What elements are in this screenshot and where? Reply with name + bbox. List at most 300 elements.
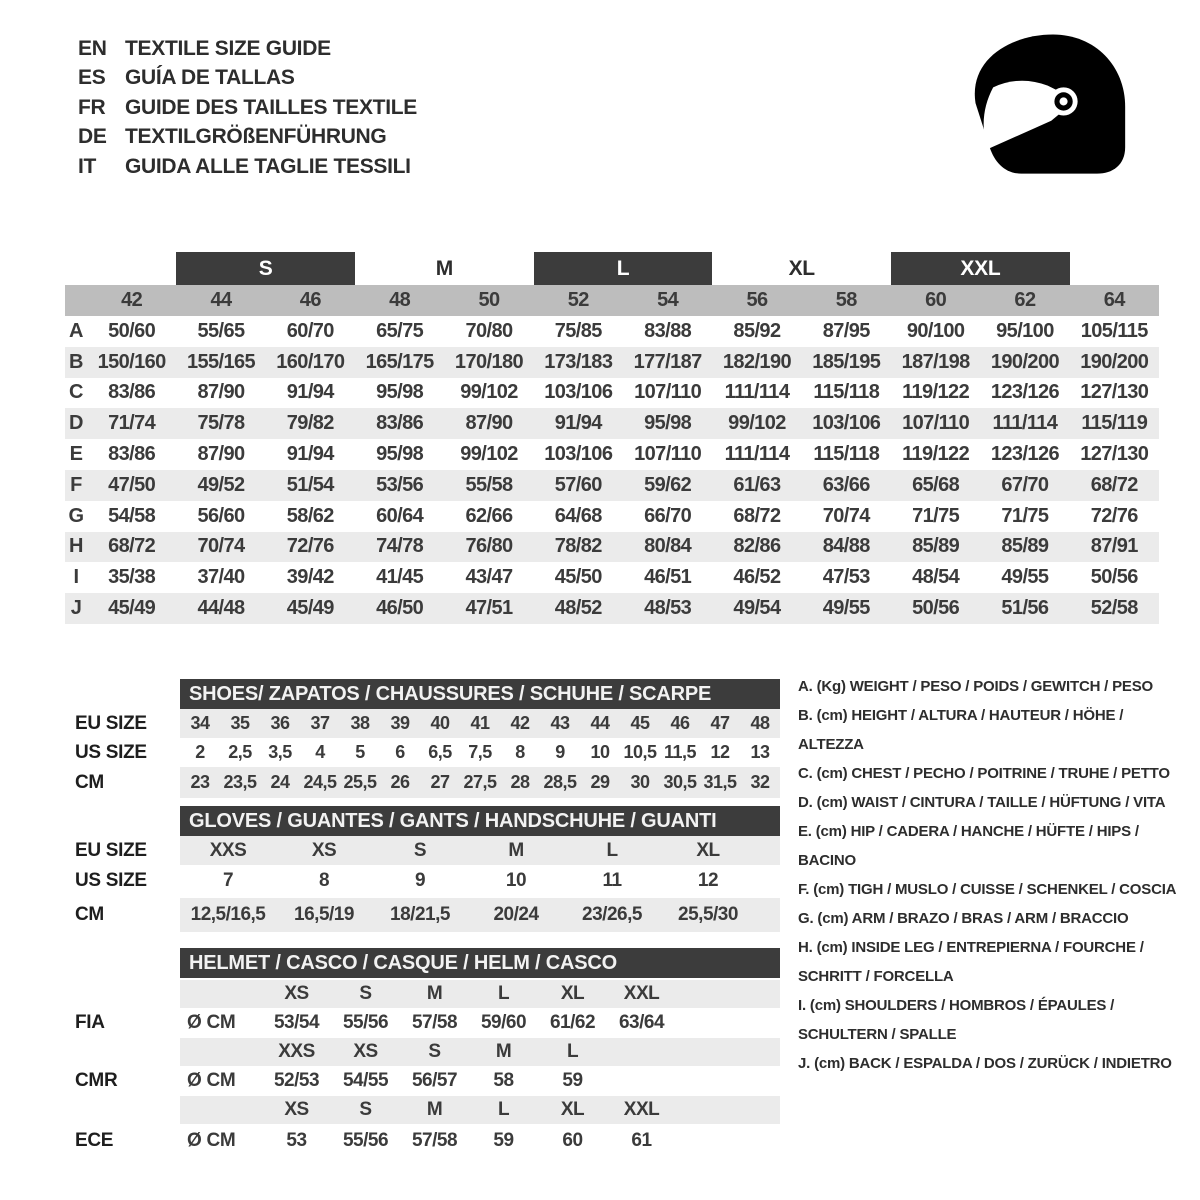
gloves-us-value: 12 [697,869,719,891]
gloves-eu-value: S [413,839,427,861]
size-value-cell: 79/82 [286,412,334,435]
helmet-ece-value: 57/58 [411,1130,458,1151]
size-column-header: 64 [1103,289,1125,311]
size-group-xl: XL [788,256,815,280]
shoes-cm-value: 28 [510,772,530,792]
shoes-eu-row [180,709,780,738]
shoes-eu-value: 34 [190,713,210,733]
size-value-cell: 123/126 [990,443,1059,466]
gloves-us-value: 11 [602,869,622,891]
helmet-fia-value-row [180,1008,780,1038]
size-value-cell: 83/88 [644,319,692,342]
size-value-cell: 76/80 [465,535,513,558]
helmet-cmr-value: 54/55 [342,1070,389,1091]
spacer [65,252,176,285]
helmet-size-header: XS [284,1099,309,1120]
helmet-size-header: S [359,983,372,1004]
lang-row-en [78,34,417,64]
size-value-cell: 90/100 [906,319,965,342]
size-value-cell: 82/86 [733,535,781,558]
size-value-cell: 60/70 [286,319,334,342]
size-value-cell: 85/92 [733,319,781,342]
shoes-us-value: 12 [710,742,730,762]
size-row-E [65,439,1159,470]
lang-row-es [78,64,417,94]
shoes-eu-value: 46 [670,713,690,733]
lang-title: TEXTILGRÖßENFÜHRUNG [125,125,387,149]
size-value-cell: 107/110 [634,443,702,466]
size-value-cell: 87/90 [465,412,513,435]
helmet-cmr-value: 58 [493,1070,514,1091]
size-value-cell: 182/190 [722,350,792,373]
size-value-cell: 85/89 [1001,535,1049,558]
size-value-cell: 87/90 [197,443,245,466]
gloves-section-header: GLOVES / GUANTES / GANTS / HANDSCHUHE / GUANTI [180,806,780,836]
size-value-cell: 160/170 [276,350,345,373]
gloves-us-value: 8 [318,869,330,891]
row-letter-label: G [68,504,84,527]
size-value-cell: 57/60 [554,473,602,496]
legend-item: I. (cm) SHOULDERS / HOMBROS / ÉPAULES / SCHULTERN / SPALLE [798,997,1115,1043]
helmet-fia-value: 57/58 [411,1012,458,1033]
helmet-ece-size-row [180,1096,780,1124]
size-value-cell: 46/51 [644,566,692,589]
size-value-cell: 87/90 [197,381,245,404]
legend-item: H. (cm) INSIDE LEG / ENTREPIERNA / FOURCHE / SCHRITT / FORCELLA [798,939,1144,985]
shoes-cm-value: 26 [390,772,410,792]
size-value-cell: 70/74 [197,535,245,558]
row-letter-label: J [70,597,82,620]
gloves-us-value: 9 [414,869,426,891]
size-value-cell: 49/55 [822,597,870,620]
helmet-cmr-size-row [180,1038,780,1066]
size-value-cell: 103/106 [544,381,613,404]
lang-title: GUIDA ALLE TAGLIE TESSILI [125,154,411,178]
size-value-cell: 59/62 [644,473,692,496]
size-value-cell: 49/55 [1001,566,1049,589]
size-value-cell: 45/49 [286,597,334,620]
shoes-cm-value: 32 [750,772,770,792]
size-value-cell: 37/40 [197,566,245,589]
size-value-cell: 119/122 [902,443,970,466]
shoes-cm-row [180,767,780,798]
size-value-cell: 49/54 [733,597,781,620]
shoes-cm-value: 25,5 [343,772,377,792]
size-value-cell: 155/165 [186,350,256,373]
size-value-cell: 115/119 [1081,412,1148,435]
size-value-cell: 68/72 [1090,473,1138,496]
size-value-cell: 45/49 [108,597,156,620]
shoes-us-value: 7,5 [468,742,492,762]
size-value-cell: 54/58 [108,504,156,527]
legend-item: A. (Kg) WEIGHT / PESO / POIDS / GEWITCH / PESO [798,678,1153,695]
size-value-cell: 91/94 [554,412,602,435]
lang-title: GUIDE DES TAILLES TEXTILE [125,95,417,119]
size-column-header: 44 [210,289,232,311]
helmet-size-header: S [428,1041,441,1062]
textile-size-table [65,252,1159,624]
gloves-cm-value: 20/24 [493,904,539,925]
gloves-cm-row [180,898,780,932]
measurement-legend [798,672,1190,1078]
size-row-D [65,408,1159,439]
size-value-cell: 83/86 [108,443,156,466]
gloves-us-row [180,865,780,896]
lang-row-it [78,152,417,182]
lang-code: FR [78,95,106,119]
helmet-size-header: M [495,1041,512,1062]
helmet-fia-size-row [180,980,780,1008]
size-value-cell: 71/74 [108,412,156,435]
size-value-cell: 48/52 [554,597,602,620]
helmet-cmr-label: CMR [75,1070,118,1091]
helmet-size-header: XL [560,983,585,1004]
lang-row-de [78,123,417,153]
size-value-cell: 103/106 [544,443,613,466]
row-letter-label: D [69,412,83,435]
size-value-cell: 55/65 [197,319,245,342]
size-value-cell: 95/98 [644,412,692,435]
size-value-cell: 72/76 [286,535,334,558]
legend-item: G. (cm) ARM / BRAZO / BRAS / ARM / BRACCIO [798,910,1129,927]
helmet-size-header: M [426,983,443,1004]
size-value-cell: 67/70 [1001,473,1049,496]
size-column-header: 60 [925,289,947,311]
helmet-ece-label: ECE [75,1130,114,1151]
shoes-cm-label: CM [75,771,104,793]
gloves-eu-value: XS [311,839,337,861]
shoes-eu-value: 40 [430,713,450,733]
size-value-cell: 56/60 [197,504,245,527]
size-value-cell: 107/110 [902,412,970,435]
size-row-G [65,501,1159,532]
size-group-header-row [65,252,1159,285]
shoes-eu-value: 39 [390,713,410,733]
helmet-size-header: L [497,1099,510,1120]
size-row-H [65,532,1159,563]
size-value-cell: 47/50 [108,473,156,496]
size-column-header: 50 [478,289,500,311]
helmet-ece-value: 53 [286,1130,307,1151]
size-value-cell: 50/60 [108,319,156,342]
helmet-ece-value: 61 [631,1130,652,1151]
size-value-cell: 49/52 [197,473,245,496]
shoes-us-value: 2 [195,742,205,762]
size-value-cell: 119/122 [902,381,970,404]
legend-item: E. (cm) HIP / CADERA / HANCHE / HÜFTE / HIPS / BACINO [798,823,1139,869]
lang-row-fr [78,93,417,123]
size-group-s: S [176,252,355,285]
size-value-cell: 51/54 [286,473,334,496]
size-group-m: M [435,256,453,280]
helmet-cmr-value: 59 [562,1070,583,1091]
gloves-eu-value: M [508,839,524,861]
row-letter-label: C [69,381,83,404]
size-value-cell: 72/76 [1090,504,1138,527]
gloves-cm-value: 12,5/16,5 [190,904,266,925]
size-number-header-row [65,285,1159,316]
size-value-cell: 123/126 [990,381,1059,404]
helmet-fia-label: FIA [75,1012,105,1033]
racing-helmet-icon [962,24,1144,200]
size-value-cell: 45/50 [554,566,602,589]
size-value-cell: 39/42 [286,566,334,589]
size-value-cell: 75/78 [197,412,245,435]
helmet-size-header: S [359,1099,372,1120]
size-column-header: 56 [746,289,768,311]
size-value-cell: 95/98 [376,443,424,466]
gloves-us-value: 7 [222,869,234,891]
language-title-list [78,34,417,182]
size-value-cell: 50/56 [912,597,960,620]
size-value-cell: 65/75 [376,319,424,342]
size-value-cell: 87/95 [822,319,870,342]
size-value-cell: 58/62 [286,504,334,527]
size-value-cell: 35/38 [108,566,156,589]
row-letter-label: F [70,473,82,496]
shoes-cm-value: 23,5 [223,772,257,792]
shoes-cm-value: 27 [430,772,450,792]
size-value-cell: 91/94 [286,443,334,466]
helmet-fia-value: 59/60 [480,1012,527,1033]
size-value-cell: 63/66 [822,473,870,496]
shoes-us-value: 5 [355,742,365,762]
size-group-xxl: XXL [891,252,1070,285]
shoes-cm-value: 29 [590,772,610,792]
size-value-cell: 70/80 [465,319,513,342]
size-value-cell: 127/130 [1080,381,1149,404]
gloves-eu-value: L [606,839,618,861]
gloves-eu-value: XL [696,839,720,861]
size-value-cell: 99/102 [460,381,518,404]
gloves-us-value: 10 [505,869,527,891]
size-value-cell: 99/102 [728,412,786,435]
size-value-cell: 107/110 [634,381,702,404]
shoes-section-header: SHOES/ ZAPATOS / CHAUSSURES / SCHUHE / SCARPE [180,679,780,709]
size-value-cell: 103/106 [812,412,881,435]
helmet-ece-value: 59 [493,1130,514,1151]
helmet-fia-value: 63/64 [618,1012,665,1033]
shoes-cm-value: 28,5 [543,772,577,792]
size-value-cell: 78/82 [554,535,602,558]
shoes-cm-value: 30,5 [663,772,697,792]
shoes-eu-value: 45 [630,713,650,733]
size-row-J [65,593,1159,624]
row-letter-label: I [73,566,79,589]
legend-item: B. (cm) HEIGHT / ALTURA / HAUTEUR / HÖHE / ALTEZZA [798,707,1124,753]
shoes-eu-value: 36 [270,713,290,733]
helmet-cmr-value: 52/53 [273,1070,320,1091]
helmet-size-header: L [566,1041,579,1062]
shoes-cm-value: 24,5 [303,772,337,792]
size-value-cell: 115/118 [813,381,880,404]
size-value-cell: 68/72 [108,535,156,558]
row-letter-label: B [69,350,83,373]
shoes-eu-value: 37 [310,713,330,733]
size-column-header: 46 [299,289,321,311]
helmet-cmr-value-row [180,1066,780,1096]
size-value-cell: 91/94 [286,381,334,404]
row-letter-label: A [69,319,83,342]
size-row-A [65,316,1159,347]
shoes-us-value: 6,5 [428,742,452,762]
shoes-eu-value: 35 [230,713,250,733]
gloves-us-size-label: US SIZE [75,869,147,891]
size-row-C [65,378,1159,409]
size-value-cell: 60/64 [376,504,424,527]
shoes-us-value: 6 [395,742,405,762]
row-letter-label: H [69,535,83,558]
size-value-cell: 52/58 [1090,597,1138,620]
size-value-cell: 99/102 [460,443,518,466]
size-group-l: L [534,252,713,285]
shoes-eu-value: 42 [510,713,530,733]
size-value-cell: 55/58 [465,473,513,496]
size-value-cell: 170/180 [454,350,524,373]
shoes-eu-value: 38 [350,713,370,733]
size-value-cell: 70/74 [822,504,870,527]
size-column-header: 54 [657,289,679,311]
size-value-cell: 173/183 [544,350,613,373]
lang-title: GUÍA DE TALLAS [125,66,295,90]
size-column-header: 48 [389,289,411,311]
shoes-eu-size-label: EU SIZE [75,712,147,734]
helmet-size-header: XS [284,983,309,1004]
size-value-cell: 83/86 [376,412,424,435]
shoes-us-value: 13 [750,742,770,762]
shoes-us-value: 2,5 [228,742,252,762]
diameter-unit-label: Ø CM [187,1070,236,1091]
helmet-size-header: XXS [278,1041,315,1062]
lang-code: DE [78,125,107,149]
helmet-ece-value: 55/56 [342,1130,389,1151]
shoes-cm-value: 27,5 [463,772,497,792]
shoes-cm-value: 23 [190,772,210,792]
shoes-eu-value: 47 [710,713,730,733]
size-row-I [65,562,1159,593]
size-value-cell: 187/198 [901,350,970,373]
size-value-cell: 71/75 [912,504,960,527]
size-value-cell: 111/114 [724,443,790,466]
size-value-cell: 47/53 [822,566,870,589]
size-value-cell: 105/115 [1080,319,1148,342]
legend-item: C. (cm) CHEST / PECHO / POITRINE / TRUHE / PETTO [798,765,1170,782]
helmet-fia-value: 53/54 [273,1012,320,1033]
shoes-cm-value: 30 [630,772,650,792]
size-value-cell: 127/130 [1080,443,1149,466]
size-value-cell: 68/72 [733,504,781,527]
row-letter-label: E [69,443,83,466]
size-value-cell: 50/56 [1090,566,1138,589]
size-value-cell: 84/88 [822,535,870,558]
legend-item: J. (cm) BACK / ESPALDA / DOS / ZURÜCK / INDIETRO [798,1055,1172,1072]
legend-item: D. (cm) WAIST / CINTURA / TAILLE / HÜFTUNG / VITA [798,794,1166,811]
size-value-cell: 48/53 [644,597,692,620]
size-value-cell: 62/66 [465,504,513,527]
lang-code: IT [78,154,97,178]
size-value-cell: 165/175 [365,350,434,373]
lang-title: TEXTILE SIZE GUIDE [125,36,331,60]
helmet-size-header: XS [353,1041,378,1062]
size-value-cell: 51/56 [1001,597,1049,620]
helmet-fia-value: 61/62 [549,1012,596,1033]
shoes-eu-value: 48 [750,713,770,733]
shoes-cm-value: 31,5 [703,772,737,792]
shoes-us-value: 3,5 [268,742,292,762]
size-column-header: 52 [567,289,589,311]
shoes-us-value: 10 [590,742,610,762]
shoes-eu-value: 43 [550,713,570,733]
size-value-cell: 64/68 [554,504,602,527]
gloves-eu-value: XXS [209,839,247,861]
size-value-cell: 111/114 [992,412,1058,435]
size-value-cell: 41/45 [376,566,424,589]
size-value-cell: 87/91 [1090,535,1138,558]
shoes-us-row [180,738,780,767]
size-column-header: 42 [121,289,143,311]
size-value-cell: 85/89 [912,535,960,558]
lang-code: ES [78,66,106,90]
legend-item: F. (cm) TIGH / MUSLO / CUISSE / SCHENKEL / COSCIA [798,881,1177,898]
shoes-us-value: 11,5 [663,742,697,762]
gloves-cm-value: 18/21,5 [390,904,450,925]
size-row-B [65,347,1159,378]
size-value-cell: 95/100 [996,319,1054,342]
size-value-cell: 80/84 [644,535,692,558]
shoes-eu-value: 41 [470,713,490,733]
size-value-cell: 150/160 [97,350,166,373]
size-row-F [65,470,1159,501]
shoes-cm-value: 24 [270,772,290,792]
size-value-cell: 65/68 [912,473,960,496]
gloves-eu-size-label: EU SIZE [75,839,147,861]
size-value-cell: 83/86 [108,381,156,404]
gloves-cm-value: 16,5/19 [294,904,354,925]
shoes-us-value: 9 [555,742,565,762]
helmet-size-header: XXL [623,1099,660,1120]
diameter-unit-label: Ø CM [187,1130,236,1151]
shoes-us-value: 8 [515,742,525,762]
gloves-cm-value: 25,5/30 [678,904,738,925]
size-value-cell: 48/54 [912,566,960,589]
gloves-cm-value: 23/26,5 [582,904,642,925]
size-value-cell: 190/200 [990,350,1059,373]
size-value-cell: 53/56 [376,473,424,496]
size-value-cell: 66/70 [644,504,692,527]
diameter-unit-label: Ø CM [187,1012,236,1033]
size-value-cell: 95/98 [376,381,424,404]
size-value-cell: 61/63 [733,473,781,496]
shoes-eu-value: 44 [590,713,610,733]
size-value-cell: 44/48 [197,597,245,620]
shoes-us-value: 4 [315,742,325,762]
size-value-cell: 43/47 [465,566,513,589]
helmet-section-header: HELMET / CASCO / CASQUE / HELM / CASCO [180,948,780,978]
size-column-header: 62 [1014,289,1036,311]
helmet-ece-value-row [180,1124,780,1158]
shoes-us-value: 10,5 [623,742,657,762]
size-value-cell: 115/118 [813,443,880,466]
size-value-cell: 190/200 [1080,350,1149,373]
size-value-cell: 71/75 [1001,504,1049,527]
shoes-us-size-label: US SIZE [75,741,147,763]
size-value-cell: 185/195 [812,350,881,373]
gloves-cm-label: CM [75,904,104,925]
size-value-cell: 47/51 [465,597,513,620]
helmet-size-header: XL [560,1099,585,1120]
helmet-cmr-value: 56/57 [411,1070,458,1091]
size-value-cell: 75/85 [554,319,602,342]
